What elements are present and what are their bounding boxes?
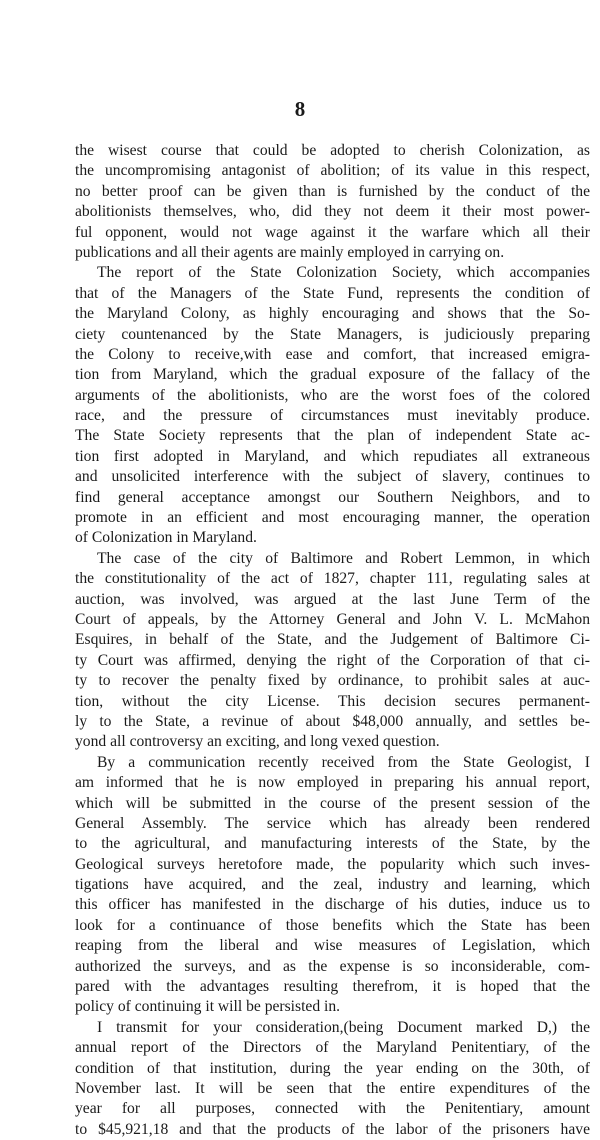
text-line: yond all controversy an exciting, and long vexed question.: [75, 733, 440, 751]
text-line: this officer has manifested in the discharge of his duties, induce us to: [75, 896, 590, 914]
text-line: reaping from the liberal and wise measures of Legislation, which: [75, 937, 590, 955]
text-line: publications and all their agents are mainly employed in carrying on.: [75, 243, 505, 261]
text-line: race, and the pressure of circumstances must inevitably produce.: [75, 407, 590, 425]
text-line: I transmit for your consideration,(being Document marked D,) the: [97, 1018, 590, 1036]
text-line: ty to recover the penalty fixed by ordinance, to prohibit sales at auc-: [75, 672, 590, 690]
body-text: [75, 141, 590, 1140]
text-line: the uncompromising antagonist of abolition; of its value in this respect,: [75, 162, 590, 180]
text-line: abolitionists themselves, who, did they not deem it their most power-: [75, 203, 590, 221]
paragraph: [75, 753, 590, 1018]
paragraph: [75, 263, 590, 548]
paragraph: [75, 141, 590, 263]
text-line: tigations have acquired, and the zeal, industry and learning, which: [75, 876, 590, 894]
text-line: Court of appeals, by the Attorney General and John V. L. McMahon: [75, 610, 590, 628]
text-line: the Maryland Colony, as highly encouraging and shows that the So-: [75, 305, 590, 323]
text-line: of Colonization in Maryland.: [75, 529, 257, 547]
text-line: find general acceptance amongst our Southern Neighbors, and to: [75, 488, 590, 506]
text-line: to $45,921,18 and that the products of the labor of the prisoners have: [75, 1120, 590, 1138]
text-line: the Colony to receive,with ease and comfort, that increased emigra-: [75, 345, 590, 363]
text-line: The State Society represents that the plan of independent State ac-: [75, 427, 590, 445]
text-line: auction, was involved, was argued at the last June Term of the: [75, 590, 590, 608]
text-line: to the agricultural, and manufacturing interests of the State, by the: [75, 835, 590, 853]
text-line: The case of the city of Baltimore and Robert Lemmon, in which: [97, 549, 590, 567]
text-line: tion first adopted in Maryland, and which repudiates all extraneous: [75, 447, 590, 465]
text-line: pared with the advantages resulting therefrom, it is hoped that the: [75, 978, 590, 996]
text-line: the constitutionality of the act of 1827, chapter 111, regulating sales at: [75, 570, 590, 588]
text-line: ciety countenanced by the State Managers, is judiciously preparing: [75, 325, 590, 343]
text-line: November last. It will be seen that the entire expenditures of the: [75, 1079, 590, 1097]
text-line: and unsolicited interference with the subject of slavery, continues to: [75, 468, 590, 486]
text-line: authorized the surveys, and as the expense is so inconsiderable, com-: [75, 957, 590, 975]
text-line: condition of that institution, during the year ending on the 30th, of: [75, 1059, 590, 1077]
text-line: ty Court was affirmed, denying the right of the Corporation of that ci-: [75, 651, 590, 669]
text-line: promote in an efficient and most encouraging manner, the operation: [75, 509, 590, 527]
text-line: The report of the State Colonization Society, which accompanies: [97, 264, 590, 282]
text-line: look for a continuance of those benefits which the State has been: [75, 916, 590, 934]
text-line: am informed that he is now employed in preparing his annual report,: [75, 774, 590, 792]
paragraph: [75, 549, 590, 753]
page-number: 8: [294, 97, 306, 121]
text-line: By a communication recently received from the State Geologist, I: [97, 753, 590, 771]
text-line: arguments of the abolitionists, who are the worst foes of the colored: [75, 386, 590, 404]
text-line: Geological surveys heretofore made, the popularity which such inves-: [75, 855, 590, 873]
text-line: Esquires, in behalf of the State, and the Judgement of Baltimore Ci-: [75, 631, 590, 649]
text-line: no better proof can be given than is furnished by the conduct of the: [75, 182, 590, 200]
text-line: the wisest course that could be adopted to cherish Colonization, as: [75, 142, 590, 159]
text-line: tion, without the city License. This decision secures permanent-: [75, 692, 590, 710]
text-line: policy of continuing it will be persisted in.: [75, 998, 341, 1016]
paragraph: [75, 1018, 590, 1140]
text-line: ly to the State, a revinue of about $48,000 annually, and settles be-: [75, 712, 590, 730]
text-line: that of the Managers of the State Fund, represents the condition of: [75, 284, 590, 302]
text-line: General Assembly. The service which has already been rendered: [75, 814, 590, 832]
text-line: tion from Maryland, which the gradual exposure of the fallacy of the: [75, 366, 590, 384]
text-line: which will be submitted in the course of the present session of the: [75, 794, 590, 812]
text-line: ful opponent, would not wage against it the warfare which all their: [75, 223, 590, 241]
text-line: year for all purposes, connected with the Penitentiary, amount: [75, 1100, 590, 1118]
text-line: annual report of the Directors of the Maryland Penitentiary, of the: [75, 1039, 590, 1057]
